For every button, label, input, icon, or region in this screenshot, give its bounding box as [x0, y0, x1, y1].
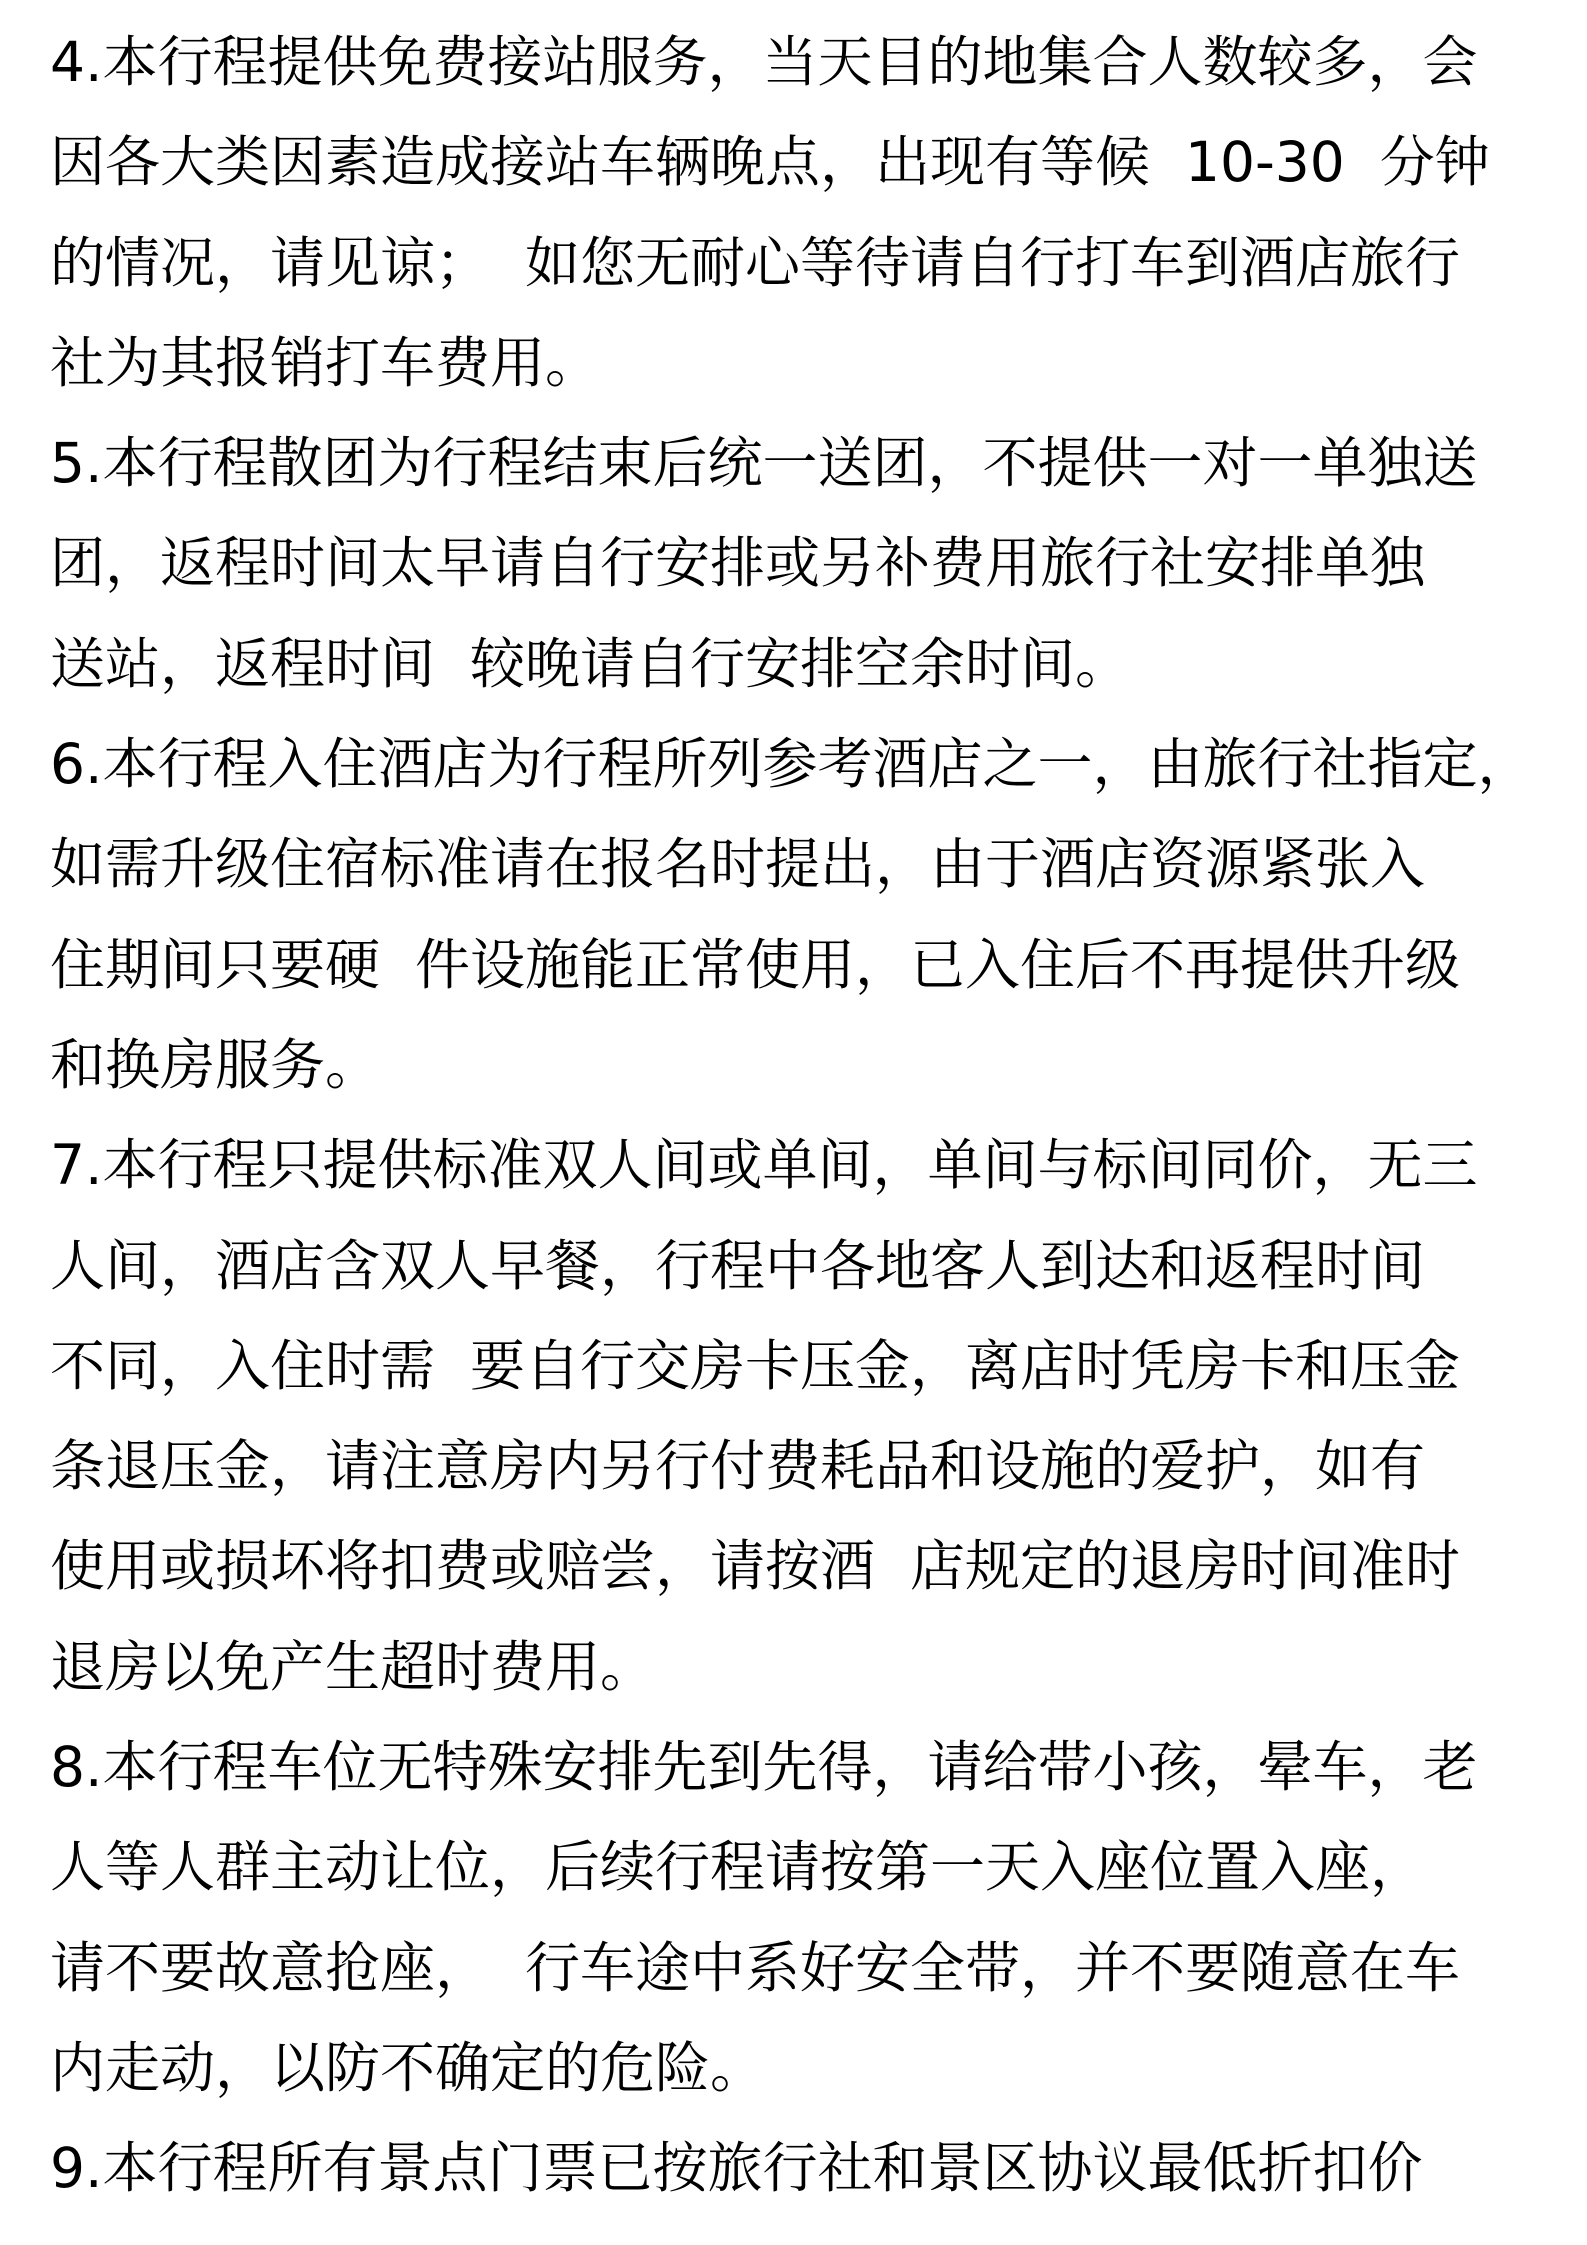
text-line-17: 退房以免产生超时费用。: [50, 1634, 656, 1699]
text-line-2: 因各大类因素造成接站车辆晚点，出现有等候 10-30 分钟: [50, 130, 1490, 195]
text-line-21: 内走动，以防不确定的危险。: [50, 2035, 766, 2100]
text-line-22: 9.本行程所有景点门票已按旅行社和景区协议最低折扣价: [50, 2136, 1423, 2201]
text-line-3: 的情况，请见谅； 如您无耐心等待请自行打车到酒店旅行: [50, 230, 1460, 295]
document-body: [50, 12, 1550, 2219]
text-line-16: 使用或损坏将扣费或赔尝，请按酒 店规定的退房时间准时: [50, 1534, 1460, 1599]
text-line-8: 6.本行程入住酒店为行程所列参考酒店之一，由旅行社指定，: [50, 732, 1533, 797]
text-line-11: 和换房服务。: [50, 1032, 381, 1097]
text-line-15: 条退压金，请注意房内另行付费耗品和设施的爱护，如有: [50, 1434, 1426, 1499]
text-line-13: 人间，酒店含双人早餐，行程中各地客人到达和返程时间: [50, 1233, 1426, 1298]
text-line-9: 如需升级住宿标准请在报名时提出，由于酒店资源紧张入: [50, 832, 1426, 897]
text-line-7: 送站，返程时间 较晚请自行安排空余时间。: [50, 631, 1130, 696]
text-line-19: 人等人群主动让位，后续行程请按第一天入座位置入座，: [50, 1835, 1426, 1900]
text-line-14: 不同，入住时需 要自行交房卡压金，离店时凭房卡和压金: [50, 1333, 1460, 1398]
text-line-18: 8.本行程车位无特殊安排先到先得，请给带小孩，晕车，老: [50, 1735, 1478, 1800]
text-line-1: 4.本行程提供免费接站服务，当天目的地集合人数较多，会: [50, 30, 1478, 94]
text-line-20: 请不要故意抢座， 行车途中系好安全带，并不要随意在车: [50, 1935, 1460, 2000]
text-line-12: 7.本行程只提供标准双人间或单间，单间与标间同价，无三: [50, 1133, 1478, 1198]
text-line-4: 社为其报销打车费用。: [50, 330, 601, 395]
text-line-5: 5.本行程散团为行程结束后统一送团，不提供一对一单独送: [50, 431, 1478, 496]
text-line-6: 团，返程时间太早请自行安排或另补费用旅行社安排单独: [50, 531, 1426, 596]
text-line-10: 住期间只要硬 件设施能正常使用，已入住后不再提供升级: [50, 932, 1460, 997]
